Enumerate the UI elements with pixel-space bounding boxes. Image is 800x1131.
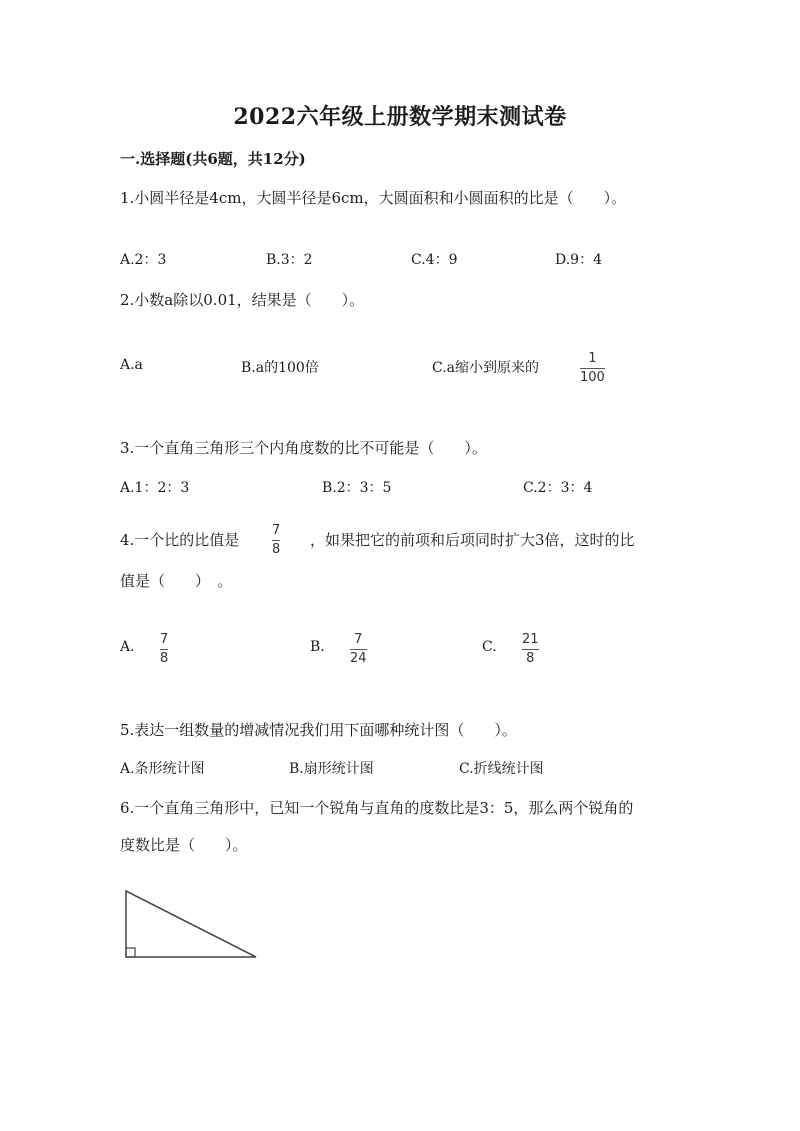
fraction-numerator: 7 [272, 523, 281, 538]
q2-option-a: A.a [120, 357, 143, 373]
fraction-numerator: 7 [160, 632, 169, 647]
q1-option-c: C.4：9 [411, 252, 458, 268]
q5-option-c: C.折线统计图 [459, 761, 544, 777]
fraction-denominator: 8 [272, 542, 281, 557]
question-6-text-line1: 6.一个直角三角形中，已知一个锐角与直角的度数比是3：5，那么两个锐角的 [120, 799, 634, 817]
page-title: 2022六年级上册数学期末测试卷 [233, 104, 567, 130]
fraction-numerator: 7 [354, 632, 363, 647]
q1-option-d: D.9：4 [555, 252, 602, 268]
fraction-numerator: 21 [522, 632, 539, 647]
fraction-bar [522, 649, 539, 650]
question-4-text-start: 4.一个比的比值是 [120, 531, 240, 549]
fraction-bar [272, 540, 280, 541]
q1-option-b: B.3：2 [266, 252, 313, 268]
right-triangle-figure [120, 885, 265, 965]
question-1-text: 1.小圆半径是4cm，大圆半径是6cm，大圆面积和小圆面积的比是（ ）。 [120, 189, 627, 207]
fraction-denominator: 8 [160, 651, 169, 666]
q5-option-b: B.扇形统计图 [289, 761, 374, 777]
q4-option-c-fraction [522, 633, 539, 666]
fraction-bar [580, 368, 605, 369]
fraction-denominator: 8 [526, 651, 535, 666]
q4-option-b-label: B. [310, 639, 325, 655]
question-4-text-end: ，如果把它的前项和后项同时扩大3倍，这时的比 [310, 531, 635, 549]
q4-option-a-fraction [160, 633, 168, 666]
q4-option-a-label: A. [120, 639, 135, 655]
q3-option-c: C.2：3：4 [523, 480, 593, 496]
q1-option-a: A.2：3 [120, 252, 167, 268]
q4-option-b-fraction [350, 633, 367, 666]
q3-option-b: B.2：3：5 [322, 480, 392, 496]
question-3-text: 3.一个直角三角形三个内角度数的比不可能是（ ）。 [120, 439, 487, 457]
fraction-denominator: 100 [580, 370, 605, 385]
fraction-bar [350, 649, 367, 650]
right-angle-marker [126, 948, 135, 957]
q2-fraction [580, 352, 605, 385]
question-4-text-line2: 值是（ ） 。 [120, 572, 233, 590]
q4-option-c-label: C. [482, 639, 497, 655]
q5-option-a: A.条形统计图 [120, 761, 205, 777]
q2-option-b: B.a的100倍 [241, 360, 319, 376]
fraction-bar [160, 649, 168, 650]
fraction-numerator: 1 [588, 351, 597, 366]
question-6-text-line2: 度数比是（ ）。 [120, 836, 248, 854]
fraction-denominator: 24 [350, 651, 367, 666]
q3-option-a: A.1：2：3 [120, 480, 190, 496]
q2-option-c: C.a缩小到原来的 [432, 360, 540, 376]
section-heading: 一.选择题(共6题，共12分) [120, 150, 306, 168]
question-5-text: 5.表达一组数量的增减情况我们用下面哪种统计图（ ）。 [120, 721, 517, 739]
q4-fraction [272, 524, 280, 557]
question-2-text: 2.小数a除以0.01，结果是（ ）。 [120, 291, 365, 309]
